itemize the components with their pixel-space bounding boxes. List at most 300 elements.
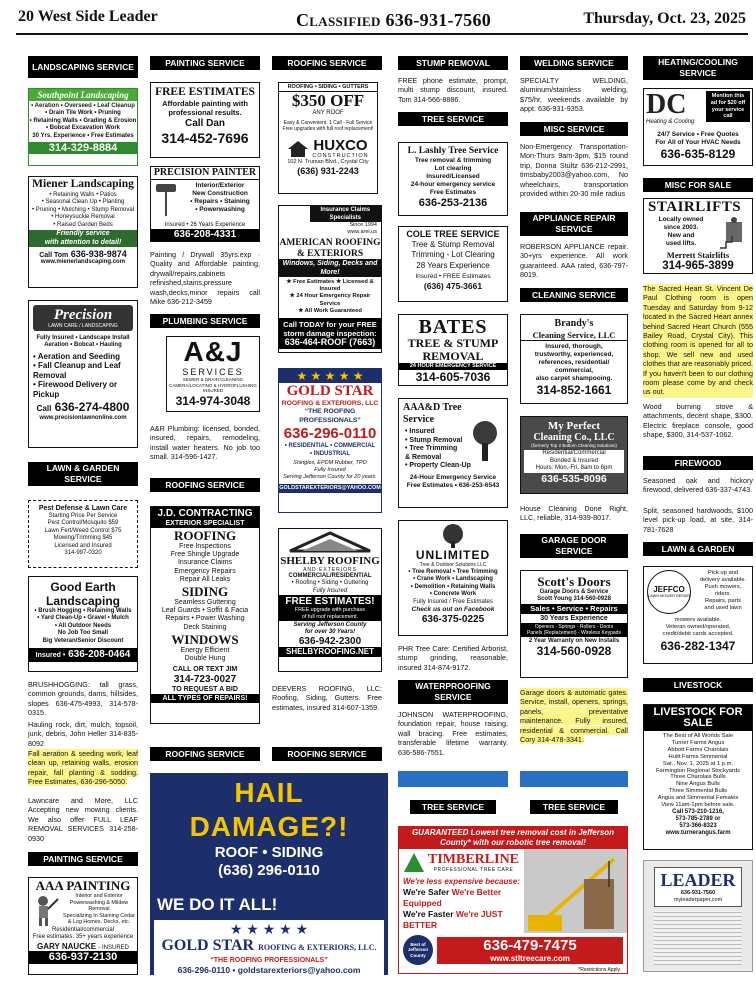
bates-tree-stump: TREE & STUMP: [407, 336, 499, 350]
jd-line: Deck Staining: [183, 623, 227, 631]
pestdef-line: Licensed and Insured: [54, 542, 112, 549]
brandys-sub: Cleaning Service, LLC: [521, 330, 627, 341]
aaad-line: • Stump Removal: [405, 436, 463, 444]
cole-line: 28 Years Experience: [416, 261, 490, 270]
scotts-line: Scott Young 314-560-0928: [537, 596, 611, 603]
unlimited-line: • Tree Removal • Tree Trimming: [408, 569, 498, 575]
ad-aj-services[interactable]: [166, 336, 260, 412]
jd-siding: SIDING: [181, 584, 229, 600]
dc-promo: your service: [711, 106, 745, 113]
section-tree-service: TREE SERVICE: [398, 112, 508, 126]
livestock-heading: LIVESTOCK FOR SALE: [644, 705, 752, 731]
dc-logo: DC: [646, 89, 687, 120]
jeffco-line: mowers available.: [674, 617, 722, 623]
goodearth-line: • Yard Clean-Up • Gravel • Mulch: [37, 615, 129, 622]
classified-stump-estimate: FREE phone estimate, prompt, multi stump discount, insured. Tom 314-566-8886.: [398, 76, 508, 104]
classified-st-vincent: The Sacred Heart St. Vincent De Paul Clothing room is open Tuesday and Saturday from 9-12 located in the Sacred Heart annex behind Sacred Heart Church (555 Bailey Road, Crystal City). This clothing room is opened for all to shop. We sell new and used clothes that are reasonably priced. If you haven't been to our clothing room please come by and check us out.: [643, 284, 753, 397]
myperfect-line: Hours: Mon.-Fri. 8am to 6pm: [535, 465, 613, 471]
section-garage-door: GARAGE DOOR SERVICE: [520, 534, 628, 558]
hail-stars: ★ ★ ★ ★ ★: [229, 921, 309, 937]
section-roofing-4: ROOFING SERVICE: [272, 747, 382, 761]
timberline-banner: GUARANTEED Lowest tree removal cost in Jefferson County* with our robotic tree removal!: [399, 827, 627, 849]
huxco-line: Easy & Convenient: 1 Call - Full Service: [283, 120, 373, 126]
goldstar-line: • RESIDENTIAL • COMMERCIAL: [284, 443, 376, 449]
livestock-web: www.turnerangus.farm: [665, 829, 731, 836]
house-icon: [287, 140, 309, 158]
hail-roof-siding: ROOF • SIDING: [214, 844, 324, 861]
lashly-line: Lot clearing: [434, 165, 472, 172]
precision-web: www.precisionlawnonline.com: [39, 415, 127, 422]
section-livestock: LIVESTOCK: [643, 678, 753, 692]
timberline-better: We're JUST BETTER: [403, 909, 503, 930]
dc-promo: Mention this: [711, 93, 745, 99]
dc-sub: Heating & Cooling: [646, 119, 695, 125]
huxco-phone: (636) 931-2243: [297, 166, 359, 177]
southpoint-line: 30 Yrs. Experience • Free Estimates: [32, 132, 134, 139]
jeffco-line: and used lawn: [704, 605, 742, 611]
shelby-phone: 636-942-2300: [298, 636, 362, 648]
stairlifts-line: New and: [667, 232, 695, 239]
aaapaint-line: Interior and Exterior: [75, 893, 123, 899]
shelby-line: • Roofing • Siding • Guttering: [291, 580, 369, 587]
lashly-line: Insured/Licensed: [426, 173, 480, 180]
brandys-line: also carpet shampooing.: [535, 375, 613, 382]
section-tree-service-2: TREE SERVICE: [410, 800, 496, 814]
jd-phone: 314-723-0027: [173, 674, 237, 686]
freeest-heading: FREE ESTIMATES: [155, 86, 255, 98]
classified-house-cleaning: House Cleaning Done Right, LLC, reliable, 314-939-8017.: [520, 504, 628, 523]
jd-line: Repair All Leaks: [179, 575, 231, 583]
ad-hail-damage[interactable]: [150, 773, 388, 975]
stairlifts-phone: 314-965-3899: [662, 260, 734, 272]
goldstar-name: GOLD STAR: [286, 383, 374, 399]
livestock-line: Nine Angus Bulls: [676, 781, 720, 788]
unlimited-tree-icon: [433, 523, 473, 549]
ad-my-perfect-cleaning[interactable]: [520, 416, 628, 494]
miener-line: • Retaining Walls • Patios: [49, 192, 117, 198]
brandys-line: Insured, thorough,: [545, 343, 603, 350]
huxco-address: 102 N. Truman Blvd., Crystal City: [287, 159, 369, 166]
miener-line: • Seasonal Clean Up • Planting: [41, 199, 125, 206]
ad-american-roofing[interactable]: [278, 205, 382, 353]
aj-phone: 314-974-3048: [175, 393, 251, 408]
timberline-phone: 636-479-7475: [483, 936, 577, 954]
ad-bates-tree[interactable]: [398, 314, 508, 386]
freeest-line: professional results.: [168, 108, 242, 117]
stairlifts-line: used lifts.: [665, 240, 697, 247]
paint-roller-icon: [151, 180, 181, 222]
stairlifts-heading: STAIRLIFTS: [648, 199, 742, 215]
ad-timberline[interactable]: [398, 826, 628, 974]
miener-call: Call Tom: [39, 252, 69, 260]
goldstar-line: Fully Insured: [314, 467, 346, 473]
hail-goldstar: GOLD STAR: [161, 937, 255, 954]
precision-line: Fully Insured • Landscape Install: [36, 335, 130, 341]
dc-promo: call: [723, 113, 733, 120]
ad-scotts-doors[interactable]: [520, 570, 628, 678]
cole-line: Trimming - Lot Clearing: [411, 250, 495, 259]
pestdef-line: Pest Control/Mosquito $59: [47, 520, 119, 527]
brandys-name: Brandy's: [554, 318, 594, 329]
leader-web: myleaderpaper.com: [673, 897, 723, 903]
jd-line: Energy Efficient: [180, 646, 230, 654]
aaapaint-line: Powerwashing & Mildew Removal: [69, 899, 129, 913]
timberline-equipped: We're Better Equipped: [403, 887, 502, 908]
dc-line: 24/7 Service • Free Quotes: [657, 131, 739, 138]
blue-banner-2: [520, 771, 628, 787]
myperfect-sub: Cleaning Co., LLC: [533, 432, 615, 443]
cole-phone: (636) 475-3661: [423, 281, 483, 291]
unlimited-line: • Crane Work • Landscaping: [413, 576, 493, 583]
hail-goldstar-sub: ROOFING & EXTERIORS, LLC.: [258, 943, 377, 952]
timberline-less: We're less expensive because:: [403, 877, 520, 886]
crane-photo: [524, 849, 627, 933]
newspaper-stack: [654, 911, 742, 965]
jeffco-line: credit/debit cards accepted.: [662, 631, 734, 637]
goldstar-line: • INDUSTRIAL: [309, 450, 351, 457]
jd-repairs: ALL TYPES OF REPAIRS!: [151, 694, 259, 703]
aaapaint-name: AAA PAINTING: [35, 878, 131, 893]
jd-line: Leaf Guards • Soffit & Facia: [161, 607, 249, 615]
freeest-call: Call Dan: [184, 118, 225, 129]
classified-garage-doors: [520, 688, 628, 745]
aaapaint-line: & Log Homes, Decks, etc.: [67, 919, 131, 926]
precision-bullet: • Firewood Delivery or Pickup: [33, 380, 118, 399]
stairlift-icon: [718, 216, 752, 250]
southpoint-phone: 314-329-8884: [29, 142, 137, 154]
unlimited-line: Fully Insured / Free Estimates: [413, 598, 493, 605]
scotts-phone: 314-560-0928: [536, 644, 612, 659]
pestdef-line: Starting Price Per Service: [48, 513, 118, 519]
ad-pest-defense[interactable]: [28, 500, 138, 568]
scotts-experience: 30 Years Experience: [540, 614, 608, 622]
goldstar-line: Serving Jefferson County for 20 years.: [283, 474, 377, 480]
stairlifts-name: Merrett Stairlifts: [666, 250, 730, 260]
jd-windows: WINDOWS: [171, 631, 239, 647]
shelby-line: FREE upgrade with purchase: [294, 607, 366, 614]
classified-johnson-waterproofing: JOHNSON WATERPROOFING, foundation repair, house raising, wall bracing. Free estimates, transferable lifetime warranty. 636-586-7551.: [398, 710, 508, 757]
amroof-phone: 636-464-ROOF (7663): [284, 337, 376, 348]
huxco-offer: $350 OFF: [291, 91, 365, 110]
ad-precision-lawn[interactable]: [28, 300, 138, 448]
southpoint-line: • Bobcat Excavation Work: [45, 125, 120, 132]
ad-lashly-tree[interactable]: [398, 142, 508, 216]
livestock-line: Huitt Farms Simmental: [668, 753, 728, 760]
shelby-line: Fully Insured: [312, 587, 348, 594]
classified-ar-plumbing: A&R Plumbing: licensed, bonded, insured, repairs, remodeling, install water heaters. No job too small. 314-596-1427.: [150, 424, 260, 462]
section-painting: PAINTING SERVICE: [150, 56, 260, 70]
aaad-estimates: Free Estimates • 636-253-6543: [406, 481, 500, 489]
ad-aaad-tree[interactable]: [398, 398, 508, 508]
bates-removal: REMOVAL: [422, 349, 484, 363]
miener-line: • Honeysuckle Removal: [51, 214, 115, 221]
amroof-line: ★ Free Estimates ★ Licensed & Insured: [286, 279, 374, 293]
ad-southpoint[interactable]: [28, 88, 138, 166]
southpoint-line: • Aeration • Overseed • Leaf Cleanup: [31, 103, 135, 109]
classified-wood-stove: Wood burning stove & attachments, decent shape, $300. Electric fireplace console, good shape, $300, 314-537-1062.: [643, 402, 753, 440]
ad-cole-tree[interactable]: [398, 226, 508, 302]
aaad-emergency: 24-Hour Emergency Service: [409, 473, 497, 481]
lashly-line: Free Estimates: [429, 189, 477, 196]
section-plumbing: PLUMBING SERVICE: [150, 314, 260, 328]
shelby-line: COMMERCIAL/RESIDENTIAL: [288, 573, 372, 579]
aaad-line: • Property Clean-Up: [405, 462, 471, 470]
stairlifts-line: Locally owned: [658, 216, 704, 223]
section-appliance-repair: APPLIANCE REPAIR SERVICE: [520, 212, 628, 236]
section-misc-service: MISC SERVICE: [520, 122, 628, 136]
miener-tagline: with attention to detail!: [44, 238, 122, 246]
page-header-left: [18, 8, 158, 26]
lashly-line: Tree removal & trimming: [414, 157, 492, 164]
section-waterproofing: WATERPROOFING SERVICE: [398, 680, 508, 704]
amroof-name: AMERICAN ROOFING & EXTERIORS: [279, 238, 381, 259]
timberline-web: www.stltreecare.com: [490, 953, 570, 963]
classified-roberson-appliance: ROBERSON APPLIANCE repair. 30+yrs experience. All work guaranteed. AAA rated, 636-797-8019.: [520, 242, 628, 280]
hail-tagline: “THE ROOFING PROFESSIONALS”: [210, 957, 328, 964]
miener-web: www.mienerlandscaping.com: [40, 259, 126, 266]
freeest-phone: 314-452-7696: [161, 130, 249, 146]
goodearth-line: No Job Too Small: [57, 630, 109, 637]
classified-lawncare: Lawncare and More, LLC Accepting new mowing clients. We also offer FULL LEAF REMOVAL SERVICES 314-258-0930: [28, 796, 138, 843]
miener-line: • Raised Garden Beds: [53, 221, 113, 228]
cole-line: Insured • FREE Estimates: [415, 273, 491, 280]
amroof-line: ★ 24 Hour Emergency Repair Service: [289, 293, 371, 307]
ad-unlimited-tree[interactable]: [398, 520, 508, 636]
huxco-any-roof: ANY ROOF: [312, 110, 344, 116]
ad-jeffco-mower[interactable]: [643, 566, 753, 664]
painter-icon: [31, 893, 61, 927]
precpainter-name: PRECISION PAINTER: [151, 167, 259, 180]
cole-name: COLE TREE SERVICE: [406, 229, 500, 239]
section-roofing: ROOFING SERVICE: [272, 56, 382, 70]
classified-fall-aeration-text: Fall aeration & seeding work, leaf clean up, retaining walls, erosion repair, fall planting & sodding. Free Estimates, 636-296-5050.: [28, 749, 138, 787]
hail-heading: HAIL DAMAGE?!: [189, 777, 349, 842]
classified-specialty-welding: SPECIALTY WELDING, aluminum/stainless welding, $75/hr, weekends available by appt. 636-931-9353.: [520, 76, 628, 114]
southpoint-line: • Retaining Walls • Grading & Erosion: [29, 117, 137, 124]
myperfect-phone: 636-535-8096: [541, 472, 607, 485]
shelby-line: for over 30 Years!: [304, 629, 356, 636]
cole-line: Tree & Stump Removal: [411, 240, 495, 249]
classified-transportation: Non-Emergency Transportation- Mon-Thurs 9am-3pm, $15 round trip, Donna Stultz 636-212-2991, timsbaby2003@yahoo.com, No wheelchairs, transportation provided within 20-30 mile radius: [520, 142, 628, 199]
page-number: 20: [18, 8, 34, 25]
precpainter-line: • Repairs • Staining: [190, 198, 250, 205]
aj-sub: SERVICES: [182, 367, 244, 377]
livestock-line: Farmington Regional Stockyards: [655, 767, 741, 774]
goodearth-line: Big Veteran/Senior Discount: [42, 637, 124, 644]
livestock-line: Sat., Nov. 1, 2025 at 1 p.m.: [662, 760, 734, 767]
bates-emergency: 24 HOUR EMERGENCY SERVICE: [399, 363, 507, 370]
ad-free-estimates-dan[interactable]: [150, 82, 260, 158]
miener-tagline: Friendly service: [56, 230, 110, 238]
jd-line: Free Inspections: [179, 543, 231, 550]
ad-good-earth[interactable]: [28, 576, 138, 672]
section-roofing-2: ROOFING SERVICE: [150, 478, 260, 492]
classified-fall-aeration: [28, 749, 138, 787]
unlimited-line: • Demolition • Retaining Walls: [410, 583, 496, 590]
ad-shelby-roofing[interactable]: [278, 528, 382, 672]
scotts-name: Scott's Doors: [537, 574, 611, 589]
jd-line: Double Hung: [184, 655, 226, 663]
ad-gold-star[interactable]: [278, 368, 382, 513]
precpainter-line: Interior/Exterior: [195, 182, 245, 189]
brandys-line: commercial,: [555, 367, 593, 374]
goodearth-insured: Insured •: [35, 652, 66, 660]
scotts-line: Garage Doors & Service: [539, 589, 609, 595]
aaapaint-owner: GARY NAUCKE: [36, 941, 97, 951]
precision-phone: 636-274-4800: [54, 400, 130, 415]
miener-phone: 636-938-9874: [70, 249, 127, 260]
section-lawn-garden-2: LAWN & GARDEN: [643, 542, 753, 556]
section-tree-service-3: TREE SERVICE: [530, 800, 618, 814]
header-rule: [16, 33, 748, 35]
ad-stairlifts[interactable]: [643, 198, 753, 274]
ad-livestock-sale[interactable]: [643, 704, 753, 850]
shelby-sub: AND EXTERIORS: [303, 567, 357, 573]
section-title: Classified: [296, 10, 381, 30]
classified-hauling: Hauling rock, dirt, mulch, topsoil, junk, debris, John Heller 314-835-8092: [28, 720, 138, 748]
huxco-name: HUXCO: [313, 137, 368, 155]
aaad-name: AAA&D Tree Service: [403, 402, 462, 425]
bates-phone: 314-605-7036: [415, 370, 491, 384]
goldstar-phone: 636-296-0110: [283, 425, 377, 442]
section-cleaning: CLEANING SERVICE: [520, 288, 628, 302]
brandys-line: trustworthy, experienced,: [534, 351, 614, 358]
ad-leader-newspaper[interactable]: [643, 860, 753, 972]
section-stump-removal: STUMP REMOVAL: [398, 56, 508, 70]
jeffco-name: JEFFCO: [653, 585, 685, 595]
lashly-name: L. Lashly Tree Service: [407, 146, 499, 156]
myperfect-line: Residential/Commercial: [542, 450, 606, 456]
jeffco-line: Repairs, parts: [704, 598, 742, 604]
aaapaint-line: Free estimates. 35+ years experience: [32, 934, 134, 941]
livestock-line: Turner Farms Angus: [671, 739, 725, 746]
precpainter-line: Insured • 26 Years Experience: [164, 222, 246, 228]
jeffco-line: delivery available.: [699, 577, 747, 583]
ad-miener[interactable]: [28, 176, 138, 288]
precision-sub: LAWN CARE / LANDSCAPING: [48, 323, 118, 329]
ad-aaa-painting[interactable]: [28, 877, 138, 975]
hail-footer: 636-296-0110 • goldstarexteriors@yahoo.com: [177, 965, 361, 975]
myperfect-name: My Perfect: [547, 420, 601, 432]
jeffco-line: Push mowers,: [704, 584, 742, 590]
jd-roofing: ROOFING: [173, 528, 237, 543]
page-header-center: [296, 10, 491, 31]
ad-huxco[interactable]: [278, 82, 378, 194]
tree-icon: [467, 419, 503, 463]
section-firewood: FIREWOOD: [643, 456, 753, 470]
classified-phr-tree: PHR Tree Care: Certified Arborist, stump grinding, reasonable, insured 314-874-9172.: [398, 644, 508, 672]
jd-line: Repairs • Power Washing: [165, 615, 245, 623]
goodearth-name: Good Earth Landscaping: [45, 580, 120, 608]
pestdef-line: Mowing/Trimming $45: [53, 535, 113, 542]
jeffco-line: Pick up and: [707, 570, 739, 576]
timberline-restrictions: *Restrictions Apply.: [578, 967, 621, 973]
livestock-line: View 11am-1pm before sale.: [661, 802, 735, 809]
jd-heading: J.D. CONTRACTING: [151, 507, 259, 519]
aaad-line: & Removal: [405, 453, 442, 461]
hail-phone: (636) 296-0110: [218, 862, 320, 879]
jeffco-phone: 636-282-1347: [660, 639, 736, 653]
section-welding: WELDING SERVICE: [520, 56, 628, 70]
shelby-web: SHELBYROOFING.NET: [279, 647, 381, 657]
section-landscaping: LANDSCAPING SERVICE: [28, 56, 138, 78]
jd-line: Emergency Repairs: [174, 567, 236, 575]
amroof-since: Since 1994: [349, 222, 377, 228]
section-roofing-3: ROOFING SERVICE: [150, 747, 260, 761]
goodearth-phone: 636-208-0464: [68, 649, 131, 661]
livestock-line: Abbott Farms Charolais: [667, 746, 729, 753]
precision-line: Aeration • Bobcat • Hauling: [44, 342, 122, 349]
hail-we-do-it-all: WE DO IT ALL!: [157, 895, 278, 914]
amroof-call: Call TODAY for your FREE storm damage inspection:: [283, 320, 377, 339]
jd-line: Seamless Guttering: [174, 599, 236, 607]
scotts-line: Panels (Replacement) - Wireless Keypads: [527, 630, 621, 637]
dc-phone: 636-635-8129: [660, 147, 736, 161]
aaapaint-phone: 636-937-2130: [29, 951, 137, 964]
aj-line: SEWER & DRAIN CLEANING: [182, 377, 244, 382]
livestock-line: Three Charolais Bulls: [670, 774, 726, 781]
aaapaint-line: Residential/commercial: [51, 927, 115, 933]
scotts-warranty: 2 Year Warranty on New Installs: [528, 638, 620, 645]
goldstar-line: Shingles, EPDM Rubber, TPO: [293, 460, 367, 466]
amroof-line: ★ All Work Guaranteed: [298, 307, 362, 314]
brandys-line: references, residential/: [538, 359, 610, 366]
aaapaint-line: Specializing In Staining Cedar: [63, 912, 135, 919]
precision-bullet: • Fall Cleanup and Leaf Removal: [33, 361, 121, 380]
amroof-web: www.arei.us: [347, 229, 377, 235]
timberline-name: TIMBERLINE: [428, 852, 520, 867]
classified-painting-drywall: Painting / Drywall 35yrs.exp · Quality and Affordable painting, drywall/repairs,cabinets refinished,stains,pressure wash,decks,minor repairs call Mike 636-212-3459: [150, 250, 260, 307]
shelby-line: Serving Jefferson County: [293, 622, 367, 629]
shelby-line: of full roof replacement.: [301, 613, 359, 620]
ad-precision-painter[interactable]: [150, 166, 260, 242]
timberline-sub: PROFESSIONAL TREE CARE: [433, 867, 514, 873]
crane-icon: [524, 849, 627, 933]
miener-line: • Pruning • Mulching • Stump Removal: [31, 206, 134, 213]
ad-jd-contracting[interactable]: [150, 506, 260, 724]
pestdef-phone: 314-997-0320: [64, 550, 102, 557]
ad-dc-heating[interactable]: [643, 88, 753, 166]
scotts-sales: Sales • Service • Repairs: [521, 604, 627, 614]
unlimited-phone: 636-375-0225: [421, 614, 485, 626]
pestdef-name: Pest Defense & Lawn Care: [38, 505, 128, 512]
livestock-line: Three Simmental Bulls: [668, 788, 728, 795]
myperfect-former: (formerly Top 2 Bottom Cleaning Solutions): [531, 443, 617, 448]
aj-name: A&J: [183, 336, 243, 367]
goodearth-line: • All Outdoor Needs: [54, 622, 112, 629]
precision-bullet: • Aeration and Seeding: [33, 351, 120, 361]
aj-line: CAMERA/LOCATING & HYDROFLUSHING: [169, 382, 257, 388]
dc-promo: ad for $20 off: [710, 99, 746, 106]
shelby-free: FREE ESTIMATES!: [285, 596, 375, 608]
leader-name: LEADER: [660, 870, 736, 890]
timberline-faster: We're Faster: [403, 909, 454, 919]
pestdef-line: Lawn Fert/Weed Control $75: [44, 527, 122, 534]
livestock-line: The Best of All Worlds Sale: [662, 733, 734, 739]
jeffco-line: riders.: [714, 591, 732, 597]
livestock-line: Angus and Simmental Females: [657, 795, 739, 802]
precision-call: Call: [36, 404, 52, 414]
bates-name: BATES: [418, 316, 488, 338]
section-phone: 636-931-7560: [385, 10, 492, 30]
huxco-top: ROOFING • SIDING • GUTTERS: [279, 83, 377, 92]
section-lawn-garden: LAWN & GARDEN SERVICE: [28, 462, 138, 486]
classified-firewood-oak: Seasoned oak and hickory firewood, delivered 636-337-4743.: [643, 476, 753, 495]
section-misc-for-sale: MISC FOR SALE: [643, 178, 753, 192]
goldstar-sub: ROOFING & EXTERIORS, LLC: [281, 400, 379, 407]
leader-phone: 636-931-7560: [680, 890, 716, 896]
ad-brandys-cleaning[interactable]: [520, 314, 628, 404]
